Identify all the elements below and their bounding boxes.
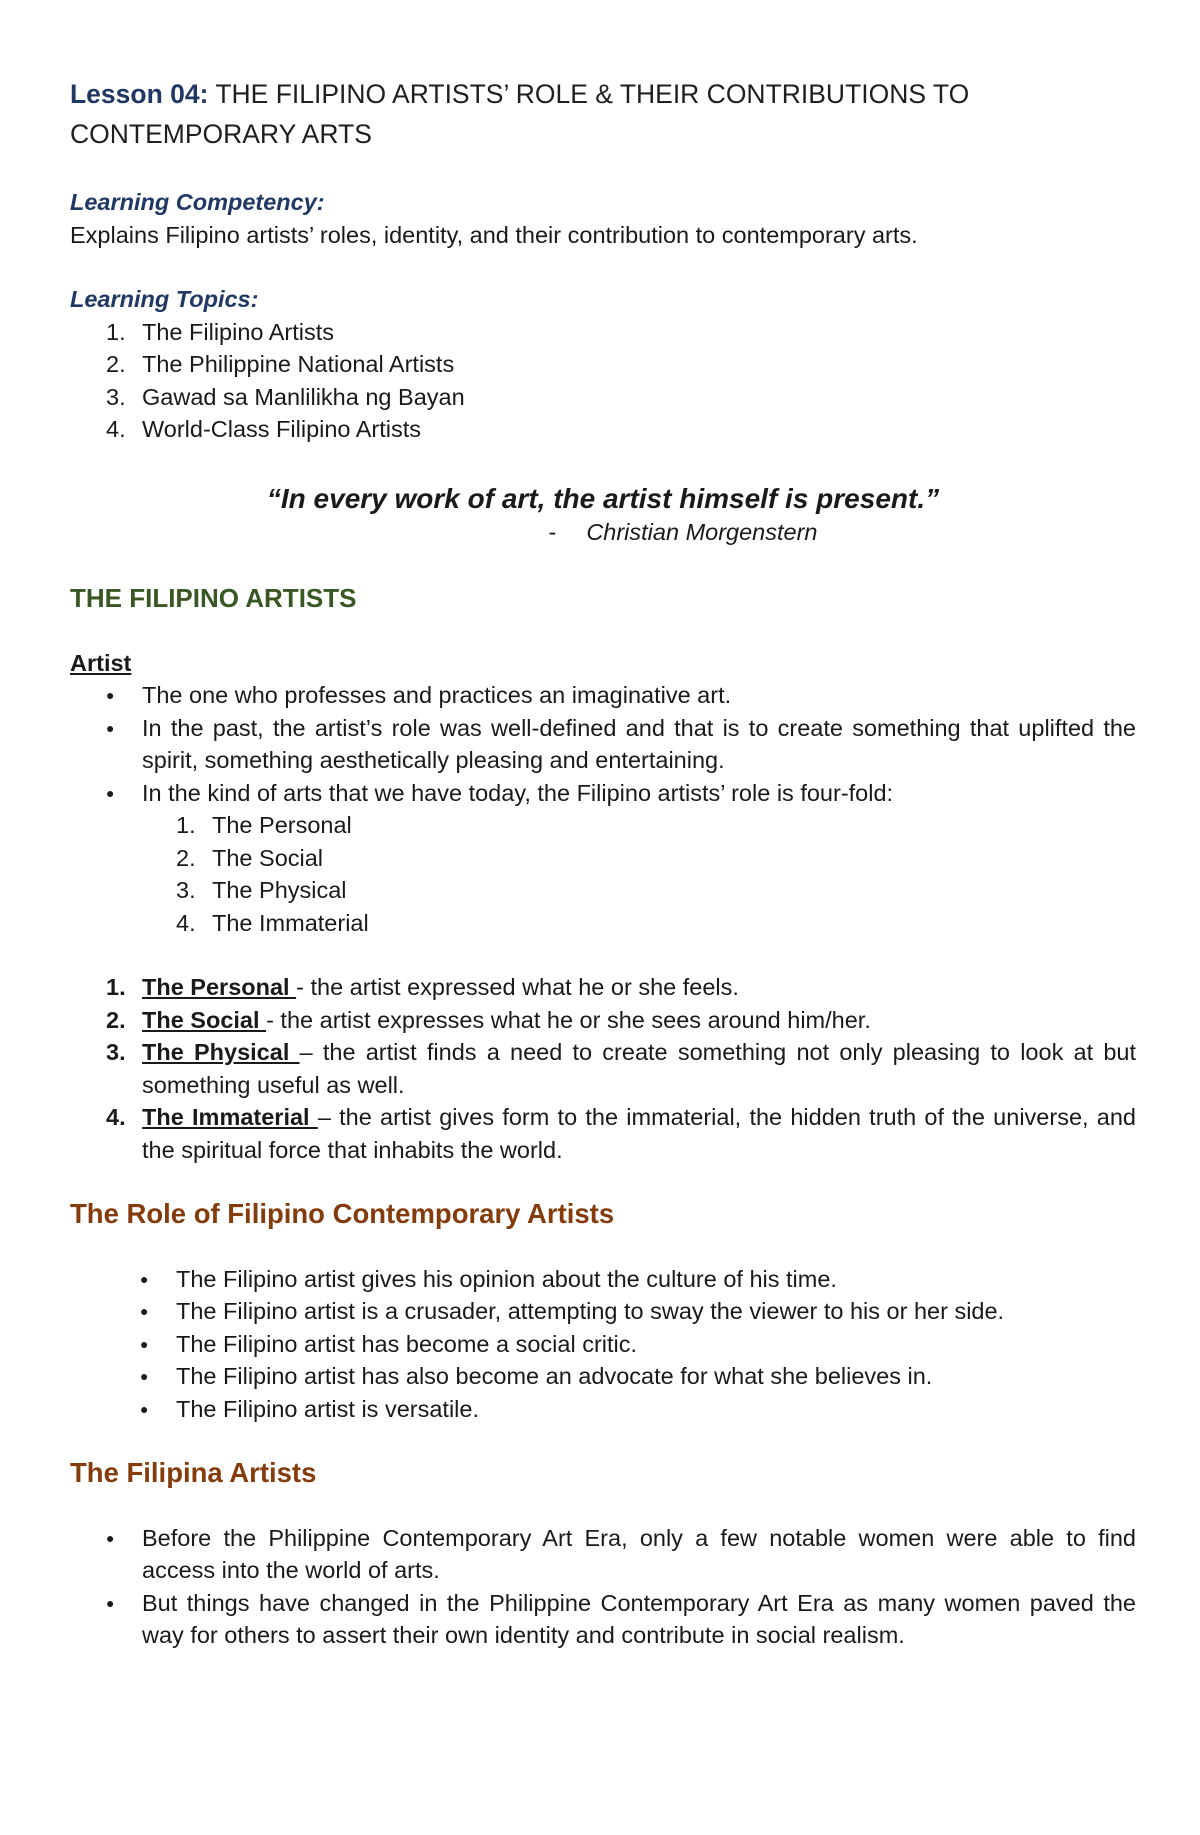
role-description: – the artist finds a need to create something not only pleasing to look at but something useful as well.: [142, 1039, 1137, 1098]
competency-text: Explains Filipino artists’ roles, identity, and their contribution to contemporary arts.: [70, 221, 918, 248]
list-number: 1.: [176, 812, 196, 838]
list-item: [70, 381, 1136, 414]
list-text: The Physical: [212, 877, 347, 903]
quote-text: “In every work of art, the artist himself is present.”: [266, 482, 940, 514]
topics-list: [70, 316, 1136, 446]
role-term: The Immaterial: [142, 1104, 318, 1130]
list-text: The Philippine National Artists: [142, 351, 455, 377]
list-number: 3.: [106, 1039, 126, 1065]
filipina-heading: The Filipina Artists: [70, 1457, 317, 1488]
list-number: 3.: [176, 877, 196, 903]
list-item: [70, 809, 1136, 842]
section-heading-filipino-artists: THE FILIPINO ARTISTS: [70, 583, 357, 613]
list-item: [70, 348, 1136, 381]
role-description: - the artist expressed what he or she feels.: [296, 974, 739, 1000]
list-number: 4.: [176, 909, 196, 936]
artist-bullets: [70, 679, 1136, 809]
list-item: [70, 1036, 1136, 1101]
document-page: [70, 74, 1136, 1652]
list-number: 2.: [106, 351, 126, 377]
list-text: The Social: [212, 844, 324, 871]
role-definitions-list: [70, 971, 1136, 1166]
list-text: The Personal: [212, 812, 352, 838]
list-number: 1.: [106, 318, 126, 345]
artist-heading: Artist: [70, 649, 132, 676]
list-item: [70, 413, 1136, 446]
list-number: 3.: [106, 383, 126, 410]
contemporary-bullets: [70, 1263, 1136, 1426]
role-description: – the artist gives form to the immaterial, the hidden truth of the universe, and the spiritual force that inhabits the world.: [142, 1104, 1136, 1163]
fourfold-list: [70, 809, 1136, 939]
role-term: The Physical: [142, 1039, 300, 1065]
list-number: 2.: [106, 1006, 126, 1033]
list-item: [70, 907, 1136, 940]
list-item: [70, 1004, 1136, 1037]
role-description: - the artist expresses what he or she sees around him/her.: [266, 1006, 871, 1033]
attribution-dash: -: [548, 518, 557, 545]
list-item: [70, 842, 1136, 875]
list-item: ● The Filipino artist is a crusader, attempting to sway the viewer to his or her side.: [70, 1295, 1136, 1328]
list-text: The Filipino Artists: [142, 318, 334, 345]
list-number: 2.: [176, 844, 196, 871]
list-item: ● But things have changed in the Philippine Contemporary Art Era as many women paved the way for others to assert their own identity and contribute in social realism.: [70, 1587, 1136, 1652]
list-item: ● In the past, the artist’s role was well-defined and that is to create something that uplifted the spirit, something aesthetically pleasing and entertaining.: [70, 712, 1136, 777]
list-item: [70, 316, 1136, 349]
quote-attribution: [70, 516, 1136, 549]
list-item: [70, 874, 1136, 907]
role-term: The Social: [142, 1006, 267, 1033]
role-term: The Personal: [142, 974, 297, 1000]
list-item: ● The Filipino artist gives his opinion about the culture of his time.: [70, 1263, 1136, 1296]
filipina-bullets: [70, 1522, 1136, 1652]
list-item: ● The Filipino artist has become a social critic.: [70, 1328, 1136, 1361]
lesson-title-text: THE FILIPINO ARTISTS’ ROLE & THEIR CONTRIBUTIONS TO CONTEMPORARY ARTS: [70, 79, 970, 149]
list-number: 1.: [106, 974, 126, 1000]
list-item: [70, 1101, 1136, 1166]
topics-heading: Learning Topics:: [70, 286, 259, 312]
lesson-label: Lesson 04:: [70, 79, 209, 109]
quote-author: Christian Morgenstern: [586, 518, 818, 545]
list-item: ● The Filipino artist is versatile.: [70, 1393, 1136, 1426]
list-text: Gawad sa Manlilikha ng Bayan: [142, 383, 465, 410]
list-number: 4.: [106, 416, 126, 442]
list-item: ● The one who professes and practices an imaginative art.: [70, 679, 1136, 712]
list-item: ● The Filipino artist has also become an advocate for what she believes in.: [70, 1360, 1136, 1393]
list-text: World-Class Filipino Artists: [142, 416, 422, 442]
lesson-title: [70, 74, 1136, 154]
contemporary-heading: The Role of Filipino Contemporary Artists: [70, 1198, 615, 1229]
competency-heading: Learning Competency:: [70, 189, 325, 215]
list-number: 4.: [106, 1104, 126, 1130]
list-item: [70, 971, 1136, 1004]
list-text: The Immaterial: [212, 909, 369, 936]
list-item: ● In the kind of arts that we have today, the Filipino artists’ role is four-fold:: [70, 777, 1136, 810]
list-item: ● Before the Philippine Contemporary Art Era, only a few notable women were able to find access into the world of arts.: [70, 1522, 1136, 1587]
